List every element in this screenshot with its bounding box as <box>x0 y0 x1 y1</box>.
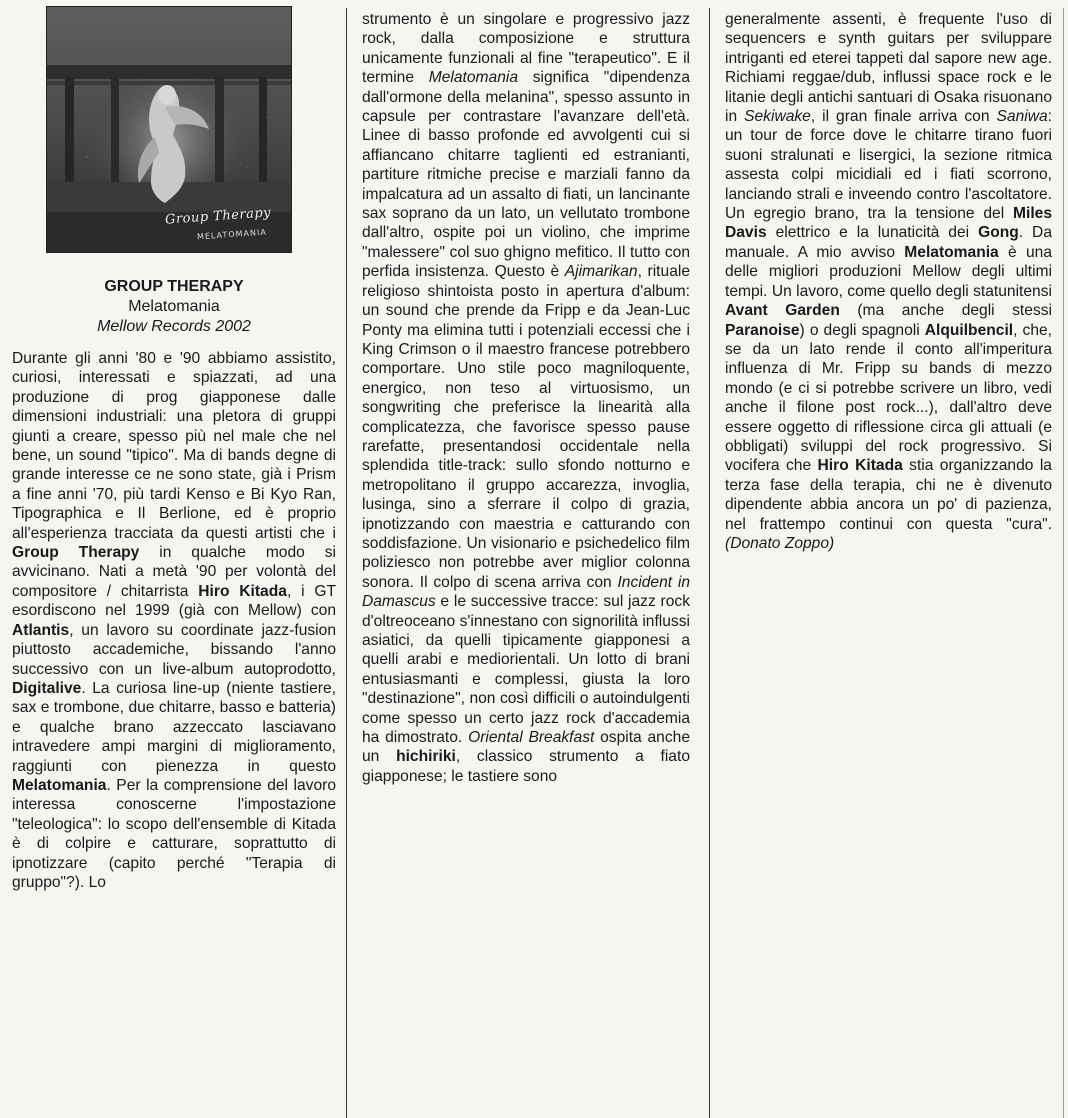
column-divider <box>346 8 347 1118</box>
text-run: stia organizzando la terza fase della terapia, chi ne è divenuto dipendente abbia ancora un po' di pazienza, nel frattempo continui con questa "cura". <box>725 457 1052 533</box>
review-text-col2 <box>362 10 690 786</box>
italic-title: Saniwa <box>996 108 1048 126</box>
text-run: , classico strumento a fiato giapponese; le tastiere sono <box>362 748 690 785</box>
album-title: Melatomania <box>128 298 220 315</box>
bold-name: Hiro Kitada <box>817 457 903 475</box>
text-run: è una delle migliori produzioni Mellow degli ultimi tempi. Un lavoro, come quello degli statunitensi <box>725 243 1052 300</box>
italic-title: Sekiwake <box>744 108 811 126</box>
text-run: in qualche modo si avvicinano. Nati a metà '90 per volontà del compositore / chitarrista <box>12 544 336 600</box>
text-run: , i GT esordiscono nel 1999 (già con Mellow) con <box>12 582 336 620</box>
text-run: elettrico e la lunaticità dei <box>766 224 979 242</box>
text-run: : un tour de force dove le chitarre tirano fuori suoni stralunati e lisergici, la sezione ritmica assesta colpi micidiali ed i fiati scorrono, lanciando strali e inveendo contro l'ascoltatore. Un egregio brano, tra la tensione del <box>725 108 1052 223</box>
bold-name: Gong <box>978 224 1019 242</box>
italic-title: Oriental Breakfast <box>468 729 595 747</box>
bold-name: Miles Davis <box>725 205 1052 242</box>
text-run: generalmente assenti, è frequente l'uso di sequencers e synth guitars per sviluppare intriganti ed eterei tappeti dal sapore new age. Richiami reggae/dub, influssi space rock e le litanie degli antichi santuari di Osaka risuonano in <box>725 11 1052 126</box>
italic-title: (Donato Zoppo) <box>725 534 835 552</box>
text-run: ospita anche un <box>362 729 690 766</box>
column-2 <box>362 10 690 786</box>
band-name: GROUP THERAPY <box>104 278 244 295</box>
bold-name: hichiriki <box>396 748 456 766</box>
text-run: e le successive tracce: sul jazz rock d'oltreoceano s'innestano con signorilità influssi asiatici, da quelli tipicamente giapponesi a quelli arabi e mediorientali. Un lotto di brani entusiasmanti e complessi, giusta la loro "destinazione", non così difficili o autoindulgenti come spesso un certo jazz rock d'accademia ha dimostrato. <box>362 593 690 747</box>
text-run: , rituale religioso shintoista posto in apertura d'album: un sound che prende da Fripp e da Jean-Luc Ponty ma elimina tutti i potenziali eccessi che i King Crimson o il maestro francese potrebbero comportare. Uno stile poco magniloquente, energico, non teso al virtuosismo, un songwriting che preferisce la linearità alla complicatezza, che favorisce spesso pause rarefatte, presentandosi occidentale nella splendida title-track: sullo sfondo notturno e metropolitano il gruppo accarezza, invoglia, lusinga, sino a sferrare il colpo di grazia, ipnotizzando con maestria e catturando con soddisfazione. Un visionario e psichedelico film poliziesco non potrebbe aver miglior colonna sonora. Il colpo di scena arriva con <box>362 263 690 591</box>
text-run: . Per la comprensione del lavoro interessa conoscerne l'impostazione "teleologica": lo scopo dell'ensemble di Kitada è di colpire e catturare, soprattutto di ipnotizzare (capito perché "Terapia di gruppo"?). Lo <box>12 776 336 891</box>
bold-name: Atlantis <box>12 621 70 639</box>
bold-name: Paranoise <box>725 321 800 339</box>
text-run: Durante gli anni '80 e '90 abbiamo assistito, curiosi, interessati e spiazzati, ad una produzione di prog giapponese dalle dimensioni industriali: una pletora di gruppi giunti a creare, spesso più nel male che nel bene, un sound "tipico". Ma di bands degne di grande interesse ce ne sono state, già i Prism a fine anni '70, più tardi Kenso e Bi Kyo Ran, Tipographica e Il Berlione, ed è proprio all'esperienza tracciata da questi artisti che i <box>12 350 336 542</box>
bold-name: Alquilbencil <box>924 321 1014 339</box>
text-run: significa "dipendenza dall'ormone della melanina", spesso assunto in capsule per contrastare l'avanzare dell'età. Linee di basso profonde ed avvolgenti cui si affiancano chitarre taglienti ed estranianti, partiture ritmiche precise e marziali fanno da impalcatura ad un assalto di fiati, un lancinante sax soprano da un lato, un vellutato trombone dall'altro, ospite poi un violino, che imprime "malessere" col suo ghigno mefitico. Il tutto con perfida insistenza. Questo è <box>362 69 690 281</box>
text-run: strumento è un singolare e progressivo jazz rock, dalla composizione e struttura unicamente funzionali al fine "terapeutico". E il termine <box>362 11 690 87</box>
bold-name: Hiro Kitada <box>198 582 287 600</box>
column-divider <box>709 8 710 1118</box>
album-cover-image <box>46 6 292 253</box>
album-heading <box>12 277 336 337</box>
column-divider <box>1063 8 1064 1118</box>
label-year: Mellow Records 2002 <box>97 318 251 335</box>
cover-album-logo: MELATOMANIA <box>196 227 268 242</box>
text-run: , il gran finale arriva con <box>810 108 997 126</box>
column-3 <box>725 10 1052 553</box>
italic-title: Melatomania <box>428 69 519 87</box>
column-1 <box>12 6 336 892</box>
bold-name: Group Therapy <box>12 544 140 562</box>
italic-title: Incident in Damascus <box>362 573 690 611</box>
text-run: , che, se da un lato rende il conto all'imperitura influenza di Mr. Fripp su bands di mezzo mondo (e ci si potrebbe scrivere un libro, vedi anche il filone post rock...), dall'altro deve essere oggetto di riflessione circa gli attuali (e obbligati) sviluppi del rock progressivo. Si vocifera che <box>725 321 1053 475</box>
bold-name: Melatomania <box>12 776 107 794</box>
text-run: ) o degli spagnoli <box>799 321 925 339</box>
text-run: (ma anche degli stessi <box>839 302 1052 320</box>
bold-name: Avant Garden <box>725 302 840 320</box>
italic-title: Ajimarikan <box>564 263 638 281</box>
bold-name: Digitalive <box>12 679 82 697</box>
text-run: . La curiosa line-up (niente tastiere, sax e trombone, due chitarre, basso e batteria) e qualche brano azzeccato lasciavano intravedere ampi margini di miglioramento, raggiunti con pienezza in questo <box>12 679 336 775</box>
bold-name: Melatomania <box>904 243 999 261</box>
text-run: , un lavoro su coordinate jazz-fusion piuttosto accademiche, bissando l'anno successivo con un live-album autoprodotto, <box>12 621 336 678</box>
review-text-col3 <box>725 10 1052 553</box>
text-run: . Da manuale. A mio avviso <box>725 224 1052 261</box>
cover-band-logo: Group Therapy <box>164 205 272 228</box>
review-text-col1 <box>12 349 336 892</box>
